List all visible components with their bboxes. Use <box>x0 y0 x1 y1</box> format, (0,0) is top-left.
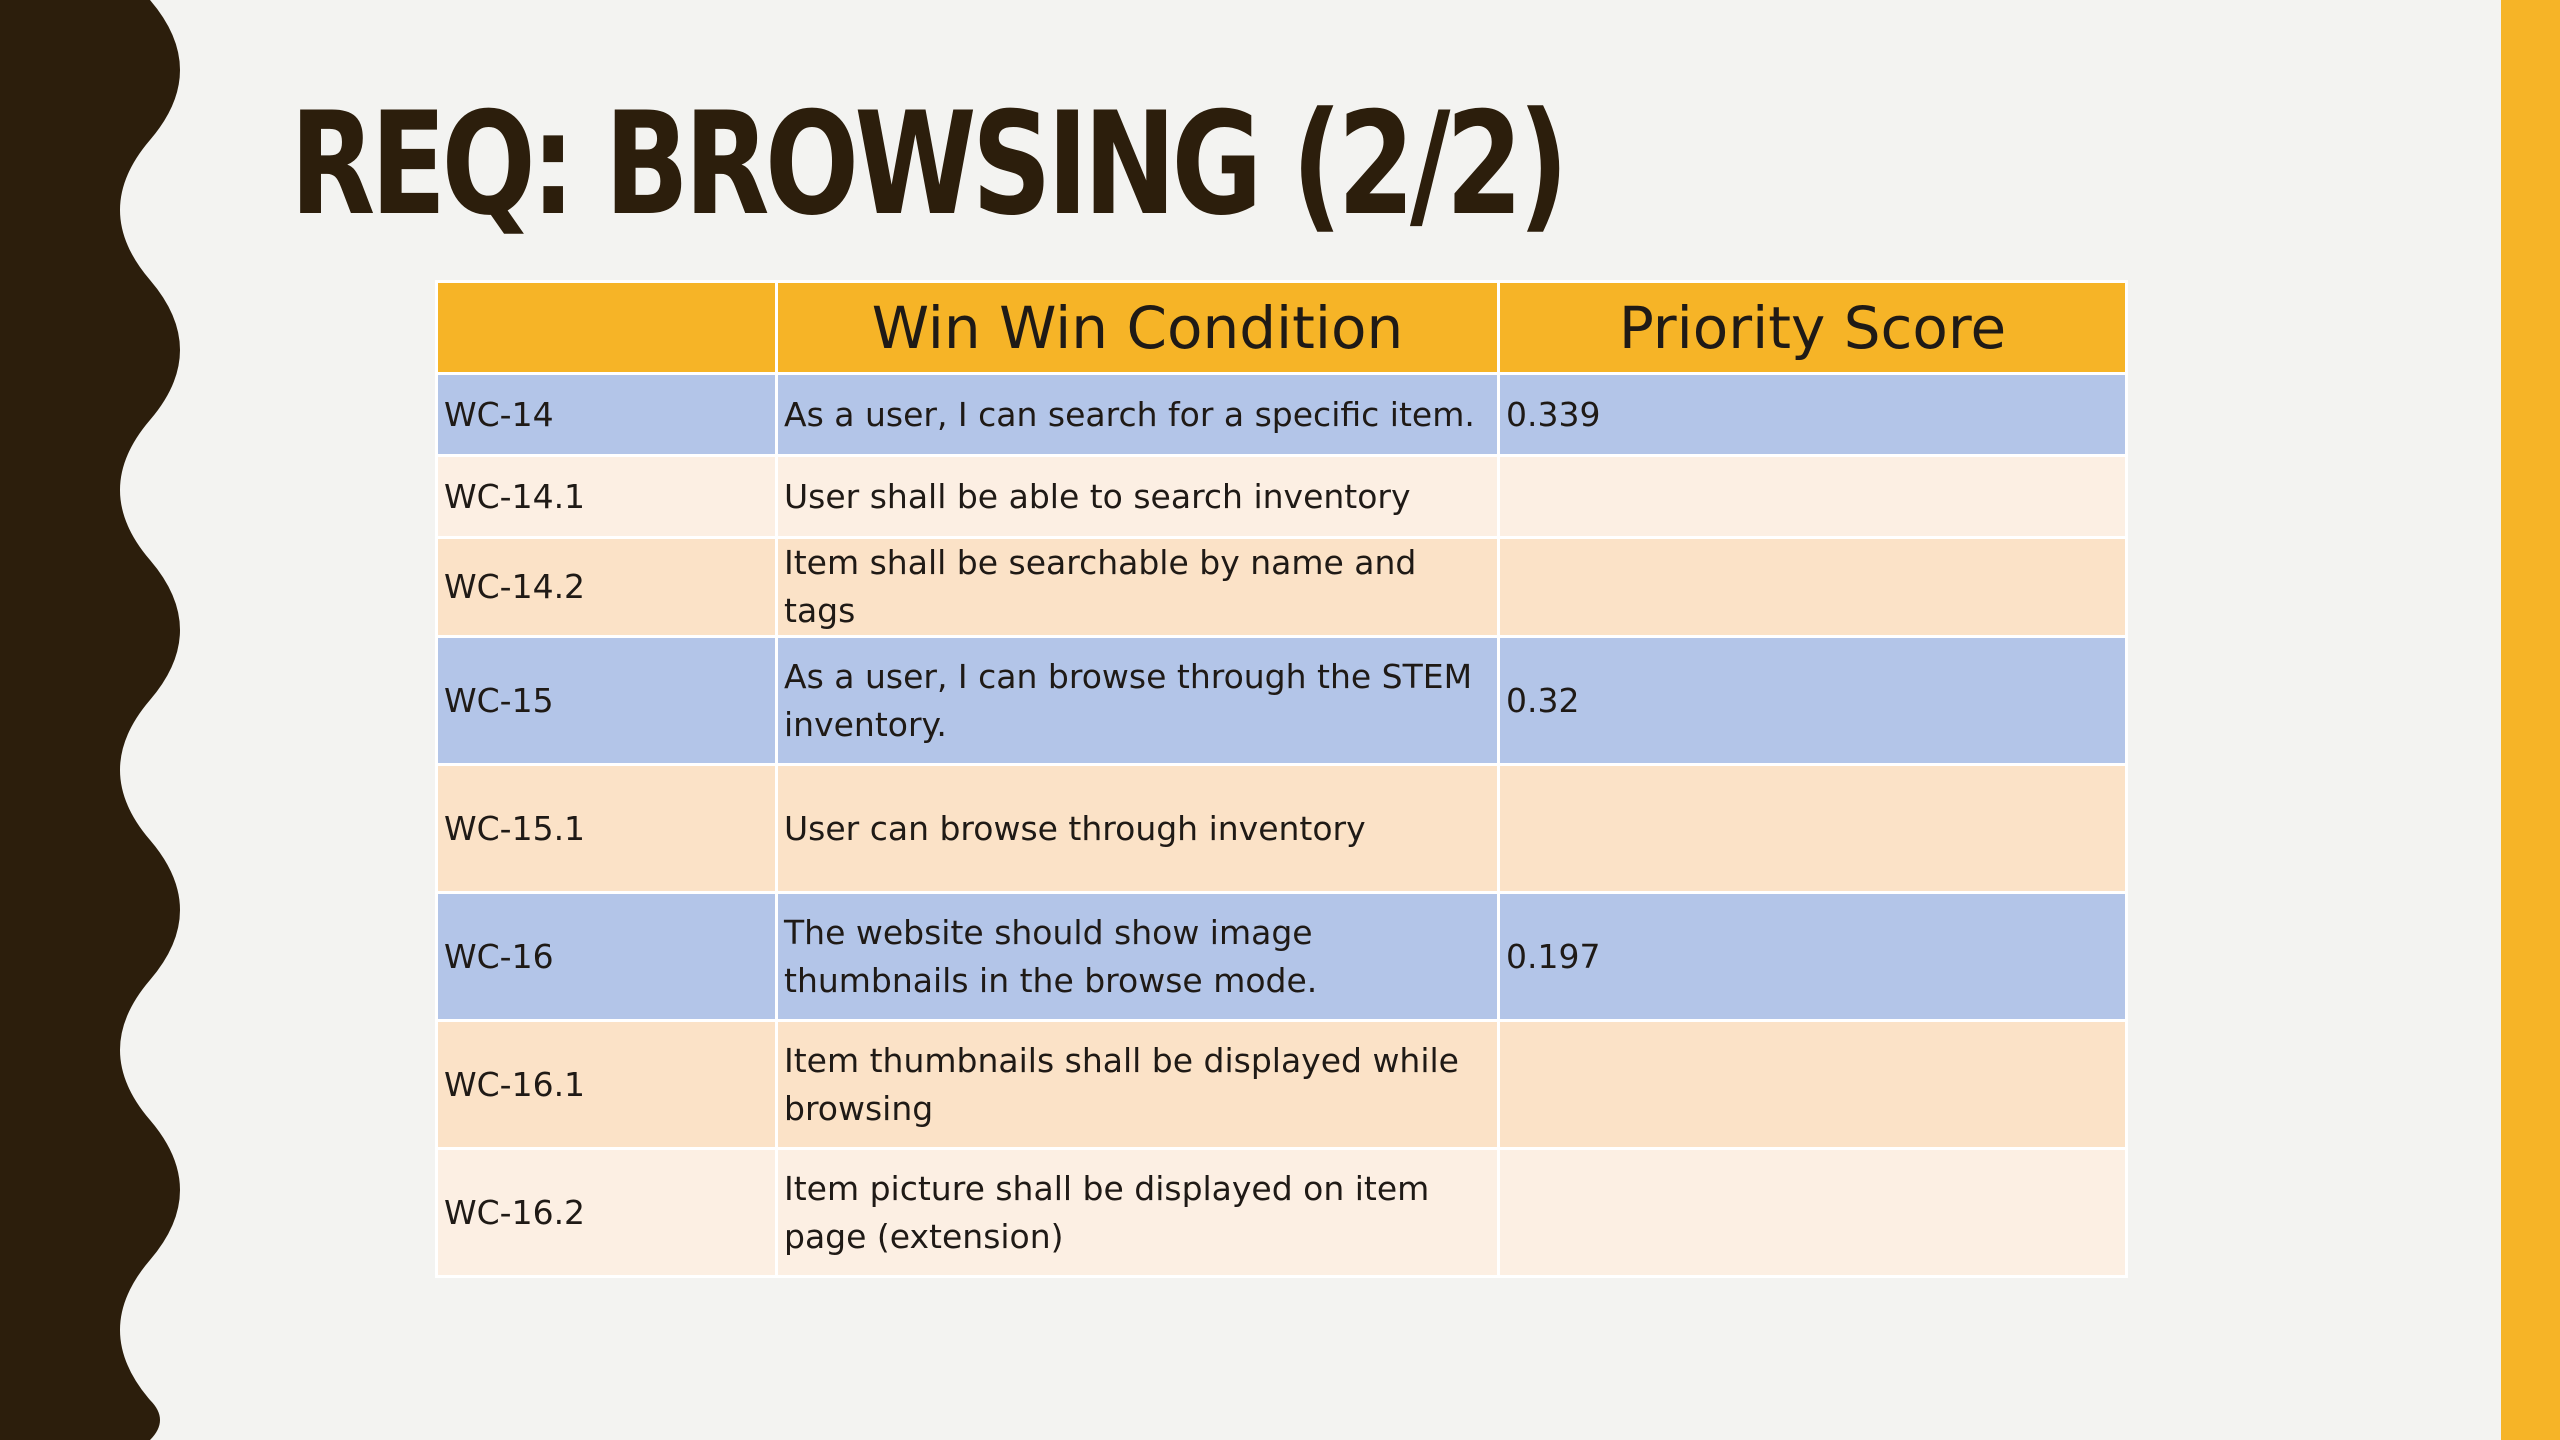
row-score: 0.197 <box>1499 893 2127 1021</box>
header-win-win-condition: Win Win Condition <box>777 282 1499 374</box>
row-condition: As a user, I can search for a specific item. <box>777 374 1499 456</box>
row-condition: As a user, I can browse through the STEM inventory. <box>777 637 1499 765</box>
table-row <box>437 374 2127 456</box>
row-condition: User can browse through inventory <box>777 765 1499 893</box>
row-score: 0.339 <box>1499 374 2127 456</box>
table-row <box>437 456 2127 538</box>
row-condition: Item thumbnails shall be displayed while browsing <box>777 1021 1499 1149</box>
table-row <box>437 1149 2127 1277</box>
row-score <box>1499 765 2127 893</box>
slide-title: REQ: BROWSING (2/2) <box>290 82 1565 247</box>
wavy-left-border <box>0 0 200 1440</box>
row-score <box>1499 456 2127 538</box>
row-condition: The website should show image thumbnails in the browse mode. <box>777 893 1499 1021</box>
row-id: WC-14 <box>437 374 777 456</box>
row-score <box>1499 1149 2127 1277</box>
row-id: WC-14.1 <box>437 456 777 538</box>
table-row <box>437 637 2127 765</box>
row-id: WC-16.2 <box>437 1149 777 1277</box>
row-id: WC-16 <box>437 893 777 1021</box>
row-score <box>1499 538 2127 637</box>
row-id: WC-16.1 <box>437 1021 777 1149</box>
row-condition: Item shall be searchable by name and tags <box>777 538 1499 637</box>
header-id <box>437 282 777 374</box>
row-id: WC-14.2 <box>437 538 777 637</box>
table-row <box>437 893 2127 1021</box>
table-row <box>437 538 2127 637</box>
header-priority-score: Priority Score <box>1499 282 2127 374</box>
row-id: WC-15 <box>437 637 777 765</box>
table-header-row <box>437 282 2127 374</box>
requirements-table <box>435 280 2128 1278</box>
row-condition: User shall be able to search inventory <box>777 456 1499 538</box>
row-id: WC-15.1 <box>437 765 777 893</box>
right-accent-bar <box>2501 0 2560 1440</box>
row-score <box>1499 1021 2127 1149</box>
row-condition: Item picture shall be displayed on item page (extension) <box>777 1149 1499 1277</box>
table-row <box>437 765 2127 893</box>
table-row <box>437 1021 2127 1149</box>
row-score: 0.32 <box>1499 637 2127 765</box>
